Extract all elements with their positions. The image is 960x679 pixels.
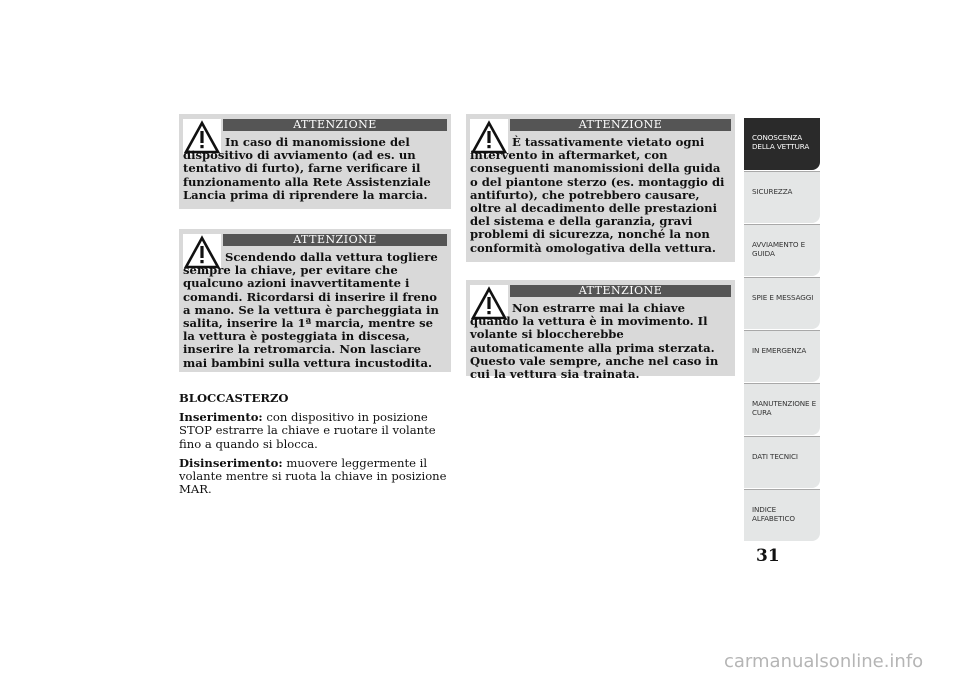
tab-dati-tecnici[interactable]: [744, 436, 820, 488]
insert-paragraph: [179, 411, 461, 451]
warning-box-furto: [179, 114, 451, 209]
warning-text: Scendendo dalla vettura togliere sempre la chiave, per evitare che qualcuno azioni inavvertitamente i comandi. Ricordarsi di inserire il freno a mano. Se la vettura è parcheggiata in salita, inserire la 1ª marcia, mentre se la vettura è posteggiata in discesa, inserire la retromarcia. Non lasciare mai bambini sulla vettura incustodita.: [183, 250, 439, 370]
release-text: muovere leggermente il volante mentre si ruota la chiave in posizione MAR.: [179, 455, 447, 497]
warning-header: ATTENZIONE: [223, 119, 447, 131]
tab-label: AVVIAMENTO E GUIDA: [752, 240, 806, 258]
tab-label: SPIE E MESSAGGI: [752, 293, 814, 302]
tab-manutenzione-e-cura[interactable]: [744, 383, 820, 435]
tab-avviamento-e-guida[interactable]: [744, 224, 820, 276]
tab-indice-alfabetico[interactable]: [744, 489, 820, 541]
warning-text: È tassativamente vietato ogni intervento in aftermarket, con conseguenti manomissioni della guida o del piantone sterzo (es. montaggio di antifurto), che potrebbero causare, oltre al decadimento delle prestazioni del sistema e della garanzia, gravi problemi di sicurezza, nonché la non conformità omologativa della vettura.: [470, 135, 725, 255]
insert-text: con dispositivo in posizione STOP estrarre la chiave e ruotare il volante fino a quando si blocca.: [179, 410, 436, 451]
tab-label: INDICE ALFABETICO: [752, 505, 795, 523]
bloccasterzo-section: [179, 392, 461, 496]
warning-box-scendendo: [179, 229, 451, 372]
warning-header: ATTENZIONE: [510, 285, 731, 297]
warning-box-chiave: [466, 280, 735, 382]
release-label: Disinserimento:: [179, 455, 283, 470]
tab-conoscenza-della-vettura[interactable]: [744, 118, 820, 170]
tab-spie-e-messaggi[interactable]: [744, 277, 820, 329]
warning-header: ATTENZIONE: [223, 234, 447, 246]
warning-box-aftermarket: [466, 114, 735, 262]
watermark: carmanualsonline.info: [724, 651, 924, 672]
tab-label: IN EMERGENZA: [752, 346, 807, 355]
tab-label: MANUTENZIONE E CURA: [752, 399, 817, 417]
warning-text: Non estrarre mai la chiave quando la vettura è in movimento. Il volante si bloccherebbe automaticamente alla prima sterzata. Questo vale sempre, anche nel caso in cui la vettura sia trainata.: [470, 301, 719, 382]
release-paragraph: [179, 457, 461, 497]
tab-label: SICUREZZA: [752, 187, 793, 196]
tab-label: CONOSCENZA DELLA VETTURA: [752, 133, 810, 151]
tab-in-emergenza[interactable]: [744, 330, 820, 382]
warning-text: In caso di manomissione del dispositivo di avviamento (ad es. un tentativo di furto), farne verificare il funzionamento alla Rete Assistenziale Lancia prima di riprendere la marcia.: [183, 135, 431, 202]
tab-sicurezza[interactable]: [744, 171, 820, 223]
page-number: 31: [756, 546, 780, 566]
warning-header: ATTENZIONE: [510, 119, 731, 131]
insert-label: Inserimento:: [179, 410, 263, 425]
tab-label: DATI TECNICI: [752, 452, 798, 461]
section-title: BLOCCASTERZO: [179, 391, 289, 405]
